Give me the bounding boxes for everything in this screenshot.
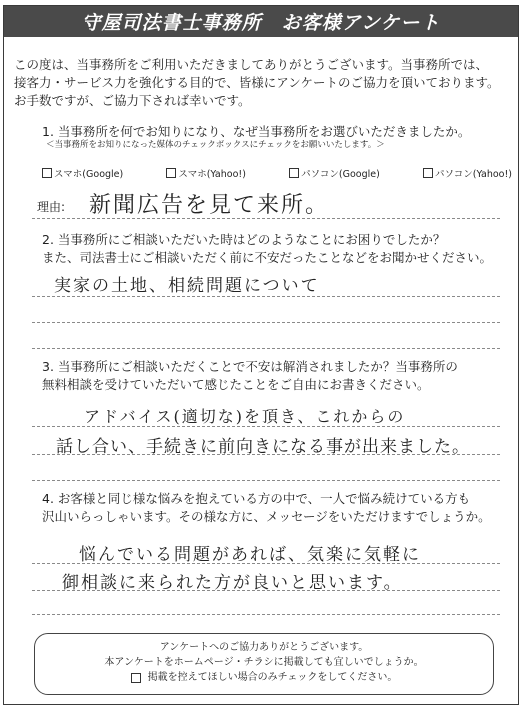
option-label: パソコン(Google) xyxy=(301,169,380,180)
question-4-line-1: 4. お客様と同じ様な悩みを抱えている方の中で、一人で悩み続けている方も xyxy=(42,491,471,506)
reason-label: 理由: xyxy=(37,200,66,214)
question-3-line-1: 3. 当事務所にご相談いただくことで不安は解消されましたか？当事務所の xyxy=(42,359,458,374)
option-label: スマホ(Google) xyxy=(54,169,124,180)
question-1: 1. 当事務所を何でお知りになり、なぜ当事務所をお選びいただきましたか。 xyxy=(42,124,471,139)
option-pc-google[interactable] xyxy=(289,166,380,180)
q3-handwritten-answer-2[interactable]: 話し合い、手続きに前向きになる事が出来ました。 xyxy=(56,437,470,457)
survey-sheet xyxy=(3,5,519,705)
publication-opt-out[interactable] xyxy=(131,670,398,685)
q4-handwritten-answer-1[interactable]: 悩んでいる問題があれば、気楽に気軽に xyxy=(79,545,421,565)
publication-consent-box xyxy=(34,633,494,695)
answer-line xyxy=(32,426,500,427)
checkbox[interactable] xyxy=(289,168,299,178)
question-4 xyxy=(42,490,502,526)
question-1-note: ＜当事務所をお知りになった媒体のチェックボックスにチェックをお願いいたします。＞ xyxy=(46,140,385,150)
footer-question: 本アンケートをホームページ・チラシに掲載しても宜しいでしょうか。 xyxy=(104,657,424,668)
intro-line-1: この度は、当事務所をご利用いただきましてありがとうございます。当事務所では、 xyxy=(14,57,489,72)
title-bar xyxy=(4,6,518,37)
question-3-line-2: 無料相談を受けていただいて感じたことをご自由にお書きください。 xyxy=(42,377,430,392)
answer-line xyxy=(32,563,500,564)
checkbox[interactable] xyxy=(42,168,52,178)
answer-line xyxy=(32,296,500,297)
question-3 xyxy=(42,358,502,394)
checkbox[interactable] xyxy=(166,168,176,178)
answer-line xyxy=(32,480,500,481)
intro-line-2: 接客力・サービス力を強化する目的で、皆様にアンケートのご協力を頂いております。 xyxy=(14,75,500,90)
q2-handwritten-answer[interactable]: 実家の土地、相続問題について xyxy=(54,276,320,296)
option-label: パソコン(Yahoo!) xyxy=(434,169,512,180)
intro-text xyxy=(14,56,509,110)
answer-line xyxy=(32,590,500,591)
answer-line xyxy=(32,348,500,349)
option-pc-yahoo[interactable] xyxy=(423,166,512,180)
opt-out-label: 掲載を控えてほしい場合のみチェックをしてください。 xyxy=(147,672,398,683)
option-smartphone-yahoo[interactable] xyxy=(166,166,246,180)
answer-line xyxy=(32,322,500,323)
footer-thanks: アンケートへのご協力ありがとうございます。 xyxy=(159,642,369,653)
question-4-line-2: 沢山いらっしゃいます。その様な方に、メッセージをいただけますでしょうか。 xyxy=(42,509,491,524)
checkbox[interactable] xyxy=(423,168,433,178)
answer-line xyxy=(32,454,500,455)
intro-line-3: お手数ですが、ご協力下されば幸いです。 xyxy=(14,93,251,108)
answer-line xyxy=(32,614,500,615)
q1-handwritten-answer[interactable]: 新聞広告を見て来所。 xyxy=(89,193,330,218)
page-title: 守屋司法書士事務所 お客様アンケート xyxy=(81,12,441,34)
question-2-line-1: 2. 当事務所にご相談いただいた時はどのようなことにお困りでしたか？ xyxy=(42,232,446,247)
question-2 xyxy=(42,231,502,267)
answer-line xyxy=(32,218,500,219)
question-2-line-2: また、司法書士にご相談いただく前に不安だったことなどをお聞かせください。 xyxy=(42,250,493,265)
checkbox[interactable] xyxy=(131,673,141,683)
option-label: スマホ(Yahoo!) xyxy=(178,169,246,180)
option-smartphone-google[interactable] xyxy=(42,166,123,180)
q4-handwritten-answer-2[interactable]: 御相談に来られた方が良いと思います。 xyxy=(62,573,403,593)
q3-handwritten-answer-1[interactable]: アドバイス(適切な)を頂き、これからの xyxy=(84,407,406,426)
media-options xyxy=(42,166,512,180)
